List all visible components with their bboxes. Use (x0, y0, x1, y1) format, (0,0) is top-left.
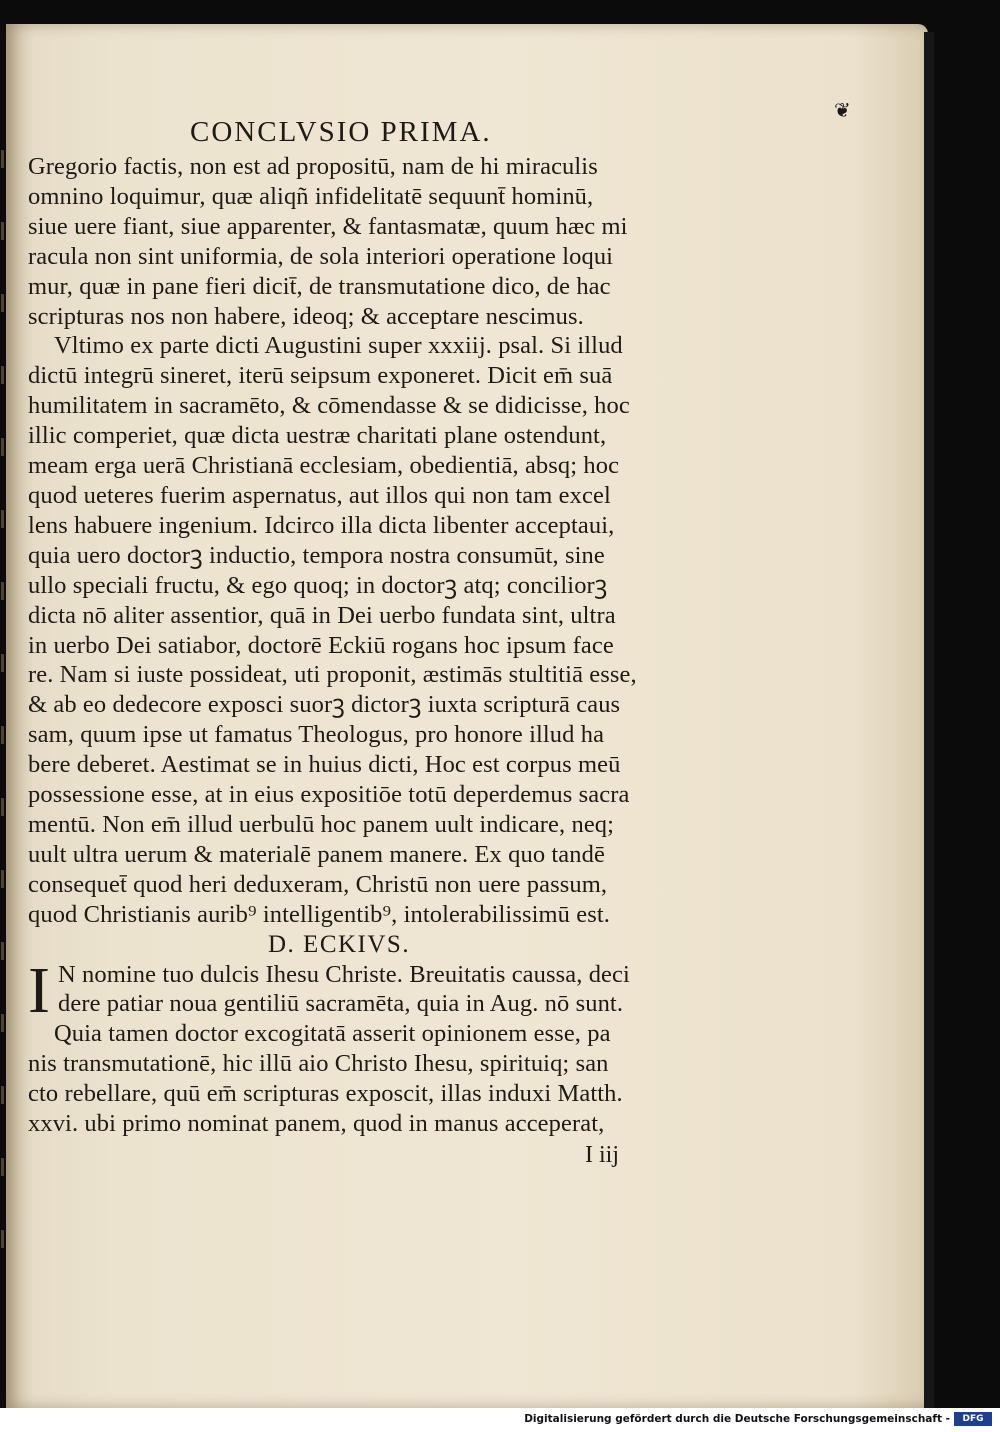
text-line: omnino loquimur, quæ aliqñ infidelitatē sequunt̄ hominū, (28, 182, 594, 210)
gutter-mark (1, 222, 4, 240)
gutter-mark (1, 438, 4, 456)
text-line: dictū integrū sineret, iterū seipsum exponeret. Dicit em̄ suā (28, 362, 613, 390)
text-line: nis transmutationē, hic illū aio Christo Ihesu, spirituiq; san (28, 1050, 609, 1078)
text-line: xxvi. ubi primo nominat panem, quod in manus acceperat, (28, 1110, 605, 1138)
gutter-mark (1, 726, 4, 744)
text-line: humilitatem in sacramēto, & cōmendasse & se didicisse, hoc (28, 392, 630, 420)
text-line: cto rebellare, quū em̄ scripturas exposcit, illas induxi Matth. (28, 1080, 623, 1108)
text-line: Gregorio factis, non est ad propositū, nam de hi miraculis (28, 153, 598, 180)
gutter-mark (1, 870, 4, 888)
gutter-mark (1, 294, 4, 312)
gutter-mark (1, 366, 4, 384)
gutter-mark (1, 1230, 4, 1248)
text-line: ullo speciali fructu, & ego quoq; in doctorꝫ atq; conciliorꝫ (28, 571, 608, 599)
text-line: consequet̄ quod heri deduxeram, Christū non uere passum, (28, 870, 608, 898)
funding-credit: Digitalisierung gefördert durch die Deutsche Forschungsgemeinschaft - (524, 1413, 950, 1425)
text-line: in uerbo Dei satiabor, doctorē Eckiū rogans hoc ipsum face (28, 631, 614, 659)
text-line: quia uero doctorꝫ inductio, tempora nostra consumūt, sine (28, 541, 605, 569)
drop-cap-lines (28, 953, 728, 1027)
text-line: mur, quæ in pane fieri dicit̄, de transmutatione dico, de hac (28, 272, 611, 300)
text-line: bere deberet. Aestimat se in huius dicti, Hoc est corpus meū (28, 751, 621, 779)
gutter-mark (1, 654, 4, 672)
text-line: mentū. Non em̄ illud uerbulū hoc panem uult indicare, neq; (28, 810, 615, 838)
text-line: racula non sint uniformia, de sola interiori operatione loqui (28, 242, 614, 270)
signature-mark: I iij (585, 1142, 619, 1168)
text-line: lens habuere ingenium. Idcirco illa dicta libenter acceptaui, (28, 511, 615, 539)
ornament-mark: ❦ (834, 98, 851, 122)
dfg-logo: DFG (954, 1412, 992, 1426)
drop-cap-paragraph (28, 953, 728, 1027)
page-edge (924, 32, 934, 1408)
text-block (28, 112, 728, 1171)
paragraph-quia (28, 1019, 728, 1139)
gutter-mark (1, 942, 4, 960)
text-line: sam, quum ipse ut famatus Theologus, pro honore illud ha (28, 721, 605, 749)
text-line: dere patiar noua gentiliū sacramēta, quia in Aug. nō sunt. (58, 990, 624, 1018)
gutter-mark (1, 510, 4, 528)
text-line: siue uere fiant, siue apparenter, & fantasmatæ, quum hæc mi (28, 212, 628, 240)
text-line: possessione esse, at in eius expositiōe totū deperdemus sacra (28, 781, 630, 809)
text-line: illic comperiet, quæ dicta uestræ charitati plane ostendunt, (28, 422, 607, 450)
footer-bar (0, 1408, 1000, 1432)
speaker-heading: D. ECKIVS. (268, 930, 411, 958)
text-line: Quia tamen doctor excogitatā asserit opinionem esse, pa (54, 1020, 611, 1048)
text-line: N nomine tuo dulcis Ihesu Christe. Breuitatis caussa, deci (58, 960, 630, 988)
paragraph-continuation (28, 152, 728, 331)
drop-cap-initial: I (28, 953, 50, 1027)
text-line: meam erga uerā Christianā ecclesiam, obedientiā, absq; hoc (28, 452, 620, 480)
text-line: quod ueteres fuerim aspernatus, aut illos qui non tam excel (28, 481, 611, 509)
gutter-mark (1, 150, 4, 168)
text-line: re. Nam si iuste possideat, uti proponit, æstimās stultitiā esse, (28, 661, 637, 689)
page-heading: CONCLVSIO PRIMA. (190, 116, 492, 148)
gutter-mark (1, 582, 4, 600)
gutter-mark (1, 1086, 4, 1104)
gutter-mark (1, 1158, 4, 1176)
text-line: dicta nō aliter assentior, quā in Dei uerbo fundata sint, ultra (28, 601, 616, 629)
gutter-mark (1, 1014, 4, 1032)
paragraph-ultimo (28, 331, 728, 929)
text-line: uult ultra uerum & materialē panem manere. Ex quo tandē (28, 840, 605, 868)
gutter-mark (1, 798, 4, 816)
text-line: & ab eo dedecore exposci suorꝫ dictorꝫ iuxta scripturā caus (28, 691, 621, 719)
text-line: quod Christianis aurib⁹ intelligentib⁹, intolerabilissimū est. (28, 900, 610, 928)
text-line: Vltimo ex parte dicti Augustini super xxxiij. psal. Si illud (54, 332, 623, 360)
text-line: scripturas nos non habere, ideoq; & acceptare nescimus. (28, 302, 584, 330)
